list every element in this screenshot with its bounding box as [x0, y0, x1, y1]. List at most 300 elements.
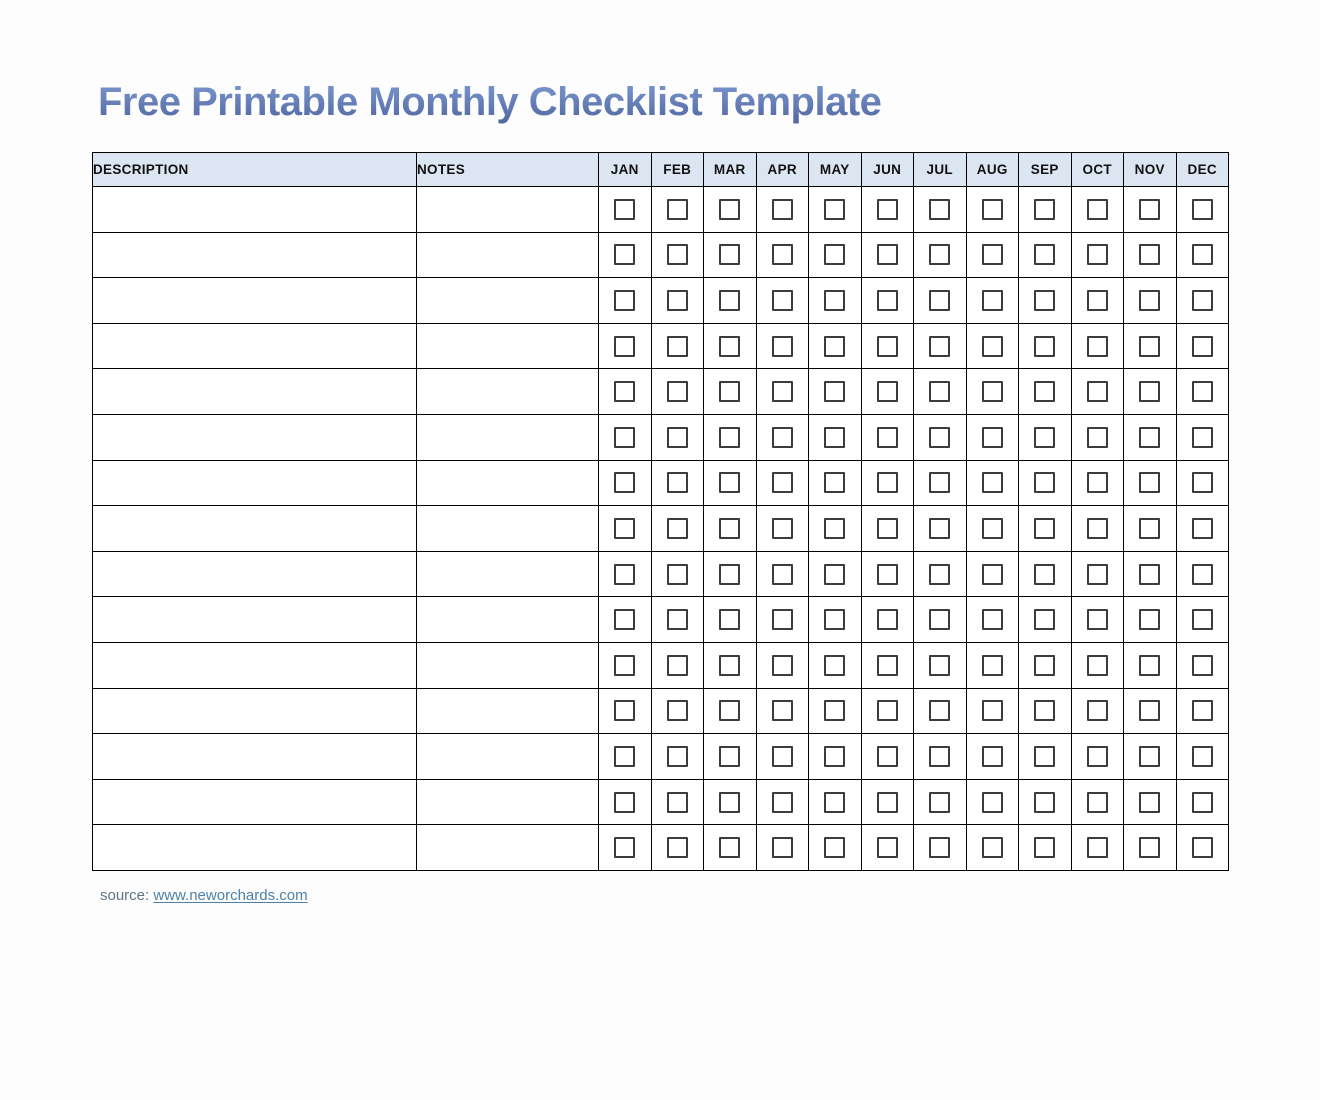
checkbox-jul-row3[interactable]: [929, 290, 950, 311]
notes-cell: [417, 187, 599, 233]
checkbox-jun-row14[interactable]: [877, 792, 898, 813]
checkbox-mar-row14[interactable]: [719, 792, 740, 813]
checkbox-feb-row1[interactable]: [667, 199, 688, 220]
month-checkbox-cell: [704, 187, 757, 233]
checkbox-dec-row7[interactable]: [1192, 472, 1213, 493]
checkbox-may-row12[interactable]: [824, 700, 845, 721]
checkbox-dec-row13[interactable]: [1192, 746, 1213, 767]
description-cell: [93, 779, 417, 825]
checkbox-jan-row1[interactable]: [614, 199, 635, 220]
checkbox-may-row14[interactable]: [824, 792, 845, 813]
checkbox-jul-row4[interactable]: [929, 336, 950, 357]
month-checkbox-cell: [914, 187, 967, 233]
checkbox-sep-row7[interactable]: [1034, 472, 1055, 493]
checkbox-apr-row2[interactable]: [772, 244, 793, 265]
checkbox-may-row1[interactable]: [824, 199, 845, 220]
checkbox-feb-row3[interactable]: [667, 290, 688, 311]
checkbox-nov-row7[interactable]: [1139, 472, 1160, 493]
checkbox-jun-row1[interactable]: [877, 199, 898, 220]
checkbox-jul-row11[interactable]: [929, 655, 950, 676]
checkbox-may-row3[interactable]: [824, 290, 845, 311]
description-cell: [93, 414, 417, 460]
month-checkbox-cell: [861, 734, 914, 780]
checkbox-sep-row1[interactable]: [1034, 199, 1055, 220]
column-header-description: DESCRIPTION: [93, 153, 417, 187]
month-checkbox-cell: [651, 506, 704, 552]
month-checkbox-cell: [1071, 551, 1124, 597]
checkbox-sep-row6[interactable]: [1034, 427, 1055, 448]
month-checkbox-cell: [914, 779, 967, 825]
checkbox-aug-row14[interactable]: [982, 792, 1003, 813]
checkbox-sep-row14[interactable]: [1034, 792, 1055, 813]
month-checkbox-cell: [599, 369, 652, 415]
checkbox-jan-row3[interactable]: [614, 290, 635, 311]
month-header-oct: OCT: [1071, 153, 1124, 187]
checkbox-jun-row2[interactable]: [877, 244, 898, 265]
checkbox-dec-row5[interactable]: [1192, 381, 1213, 402]
checkbox-jun-row15[interactable]: [877, 837, 898, 858]
month-checkbox-cell: [1124, 506, 1177, 552]
month-checkbox-cell: [809, 734, 862, 780]
checkbox-oct-row9[interactable]: [1087, 564, 1108, 585]
checkbox-dec-row12[interactable]: [1192, 700, 1213, 721]
month-checkbox-cell: [1124, 688, 1177, 734]
month-checkbox-cell: [1019, 187, 1072, 233]
checkbox-jan-row9[interactable]: [614, 564, 635, 585]
month-checkbox-cell: [1176, 551, 1229, 597]
checkbox-feb-row6[interactable]: [667, 427, 688, 448]
month-checkbox-cell: [756, 460, 809, 506]
checkbox-dec-row6[interactable]: [1192, 427, 1213, 448]
notes-cell: [417, 779, 599, 825]
table-row: [93, 232, 1229, 278]
checkbox-jul-row7[interactable]: [929, 472, 950, 493]
page-title: Free Printable Monthly Checklist Template: [98, 80, 882, 124]
month-checkbox-cell: [1176, 323, 1229, 369]
checkbox-feb-row13[interactable]: [667, 746, 688, 767]
month-checkbox-cell: [809, 414, 862, 460]
checkbox-nov-row15[interactable]: [1139, 837, 1160, 858]
checkbox-oct-row3[interactable]: [1087, 290, 1108, 311]
month-checkbox-cell: [1019, 506, 1072, 552]
checkbox-jul-row5[interactable]: [929, 381, 950, 402]
checklist-body: [93, 187, 1229, 871]
month-checkbox-cell: [914, 551, 967, 597]
checkbox-mar-row8[interactable]: [719, 518, 740, 539]
checkbox-jun-row4[interactable]: [877, 336, 898, 357]
month-checkbox-cell: [599, 688, 652, 734]
month-checkbox-cell: [809, 551, 862, 597]
month-checkbox-cell: [599, 414, 652, 460]
checkbox-mar-row9[interactable]: [719, 564, 740, 585]
checkbox-aug-row9[interactable]: [982, 564, 1003, 585]
checkbox-apr-row1[interactable]: [772, 199, 793, 220]
checkbox-dec-row1[interactable]: [1192, 199, 1213, 220]
checkbox-aug-row7[interactable]: [982, 472, 1003, 493]
checkbox-nov-row5[interactable]: [1139, 381, 1160, 402]
checkbox-sep-row5[interactable]: [1034, 381, 1055, 402]
checkbox-nov-row14[interactable]: [1139, 792, 1160, 813]
month-checkbox-cell: [599, 232, 652, 278]
checkbox-jul-row15[interactable]: [929, 837, 950, 858]
checkbox-apr-row14[interactable]: [772, 792, 793, 813]
month-checkbox-cell: [651, 232, 704, 278]
checkbox-mar-row7[interactable]: [719, 472, 740, 493]
checkbox-jun-row6[interactable]: [877, 427, 898, 448]
checkbox-jan-row5[interactable]: [614, 381, 635, 402]
checkbox-apr-row6[interactable]: [772, 427, 793, 448]
checkbox-may-row15[interactable]: [824, 837, 845, 858]
notes-cell: [417, 734, 599, 780]
checkbox-sep-row11[interactable]: [1034, 655, 1055, 676]
checkbox-sep-row8[interactable]: [1034, 518, 1055, 539]
month-checkbox-cell: [1019, 460, 1072, 506]
notes-cell: [417, 506, 599, 552]
checkbox-sep-row12[interactable]: [1034, 700, 1055, 721]
month-checkbox-cell: [966, 506, 1019, 552]
month-checkbox-cell: [1176, 734, 1229, 780]
month-header-nov: NOV: [1124, 153, 1177, 187]
month-header-sep: SEP: [1019, 153, 1072, 187]
checkbox-jan-row4[interactable]: [614, 336, 635, 357]
checkbox-jun-row12[interactable]: [877, 700, 898, 721]
checkbox-dec-row14[interactable]: [1192, 792, 1213, 813]
month-checkbox-cell: [861, 460, 914, 506]
checkbox-jun-row8[interactable]: [877, 518, 898, 539]
description-cell: [93, 278, 417, 324]
checkbox-apr-row7[interactable]: [772, 472, 793, 493]
checkbox-apr-row15[interactable]: [772, 837, 793, 858]
month-checkbox-cell: [704, 232, 757, 278]
month-checkbox-cell: [914, 278, 967, 324]
checkbox-apr-row4[interactable]: [772, 336, 793, 357]
checkbox-jun-row10[interactable]: [877, 609, 898, 630]
checkbox-mar-row5[interactable]: [719, 381, 740, 402]
checkbox-nov-row3[interactable]: [1139, 290, 1160, 311]
checkbox-may-row2[interactable]: [824, 244, 845, 265]
month-checkbox-cell: [809, 688, 862, 734]
checkbox-apr-row3[interactable]: [772, 290, 793, 311]
checkbox-nov-row2[interactable]: [1139, 244, 1160, 265]
month-checkbox-cell: [756, 642, 809, 688]
checkbox-jun-row3[interactable]: [877, 290, 898, 311]
checkbox-jul-row2[interactable]: [929, 244, 950, 265]
checkbox-feb-row14[interactable]: [667, 792, 688, 813]
checkbox-apr-row12[interactable]: [772, 700, 793, 721]
checkbox-jan-row14[interactable]: [614, 792, 635, 813]
checkbox-may-row4[interactable]: [824, 336, 845, 357]
checkbox-sep-row13[interactable]: [1034, 746, 1055, 767]
month-checkbox-cell: [599, 278, 652, 324]
month-checkbox-cell: [651, 779, 704, 825]
checkbox-oct-row10[interactable]: [1087, 609, 1108, 630]
checkbox-jan-row7[interactable]: [614, 472, 635, 493]
month-checkbox-cell: [1176, 688, 1229, 734]
month-checkbox-cell: [1019, 278, 1072, 324]
checkbox-nov-row13[interactable]: [1139, 746, 1160, 767]
description-cell: [93, 688, 417, 734]
checkbox-mar-row1[interactable]: [719, 199, 740, 220]
checkbox-jan-row8[interactable]: [614, 518, 635, 539]
month-checkbox-cell: [966, 825, 1019, 871]
checkbox-jan-row12[interactable]: [614, 700, 635, 721]
checkbox-jul-row14[interactable]: [929, 792, 950, 813]
month-checkbox-cell: [756, 323, 809, 369]
month-checkbox-cell: [914, 825, 967, 871]
checkbox-apr-row10[interactable]: [772, 609, 793, 630]
checkbox-jul-row9[interactable]: [929, 564, 950, 585]
checkbox-jun-row11[interactable]: [877, 655, 898, 676]
checkbox-jul-row6[interactable]: [929, 427, 950, 448]
month-checkbox-cell: [809, 323, 862, 369]
checkbox-apr-row13[interactable]: [772, 746, 793, 767]
source-label: source:: [100, 886, 150, 904]
checkbox-dec-row3[interactable]: [1192, 290, 1213, 311]
month-checkbox-cell: [1176, 414, 1229, 460]
checkbox-aug-row13[interactable]: [982, 746, 1003, 767]
checkbox-nov-row12[interactable]: [1139, 700, 1160, 721]
month-checkbox-cell: [1176, 825, 1229, 871]
checkbox-jul-row13[interactable]: [929, 746, 950, 767]
checkbox-jun-row13[interactable]: [877, 746, 898, 767]
checkbox-nov-row1[interactable]: [1139, 199, 1160, 220]
month-checkbox-cell: [966, 369, 1019, 415]
checkbox-mar-row6[interactable]: [719, 427, 740, 448]
checkbox-mar-row10[interactable]: [719, 609, 740, 630]
checkbox-jan-row13[interactable]: [614, 746, 635, 767]
checkbox-mar-row15[interactable]: [719, 837, 740, 858]
checkbox-may-row6[interactable]: [824, 427, 845, 448]
month-checkbox-cell: [1176, 232, 1229, 278]
checkbox-jul-row8[interactable]: [929, 518, 950, 539]
month-checkbox-cell: [809, 779, 862, 825]
checkbox-sep-row4[interactable]: [1034, 336, 1055, 357]
checkbox-sep-row10[interactable]: [1034, 609, 1055, 630]
checkbox-sep-row2[interactable]: [1034, 244, 1055, 265]
checkbox-jul-row10[interactable]: [929, 609, 950, 630]
notes-cell: [417, 825, 599, 871]
checkbox-may-row7[interactable]: [824, 472, 845, 493]
checkbox-aug-row12[interactable]: [982, 700, 1003, 721]
month-checkbox-cell: [756, 597, 809, 643]
checkbox-feb-row8[interactable]: [667, 518, 688, 539]
month-checkbox-cell: [756, 232, 809, 278]
checkbox-apr-row8[interactable]: [772, 518, 793, 539]
table-row: [93, 414, 1229, 460]
checkbox-feb-row11[interactable]: [667, 655, 688, 676]
checkbox-feb-row7[interactable]: [667, 472, 688, 493]
month-checkbox-cell: [1176, 278, 1229, 324]
month-header-feb: FEB: [651, 153, 704, 187]
checkbox-jan-row11[interactable]: [614, 655, 635, 676]
checkbox-jan-row2[interactable]: [614, 244, 635, 265]
checkbox-oct-row8[interactable]: [1087, 518, 1108, 539]
month-checkbox-cell: [704, 369, 757, 415]
month-checkbox-cell: [1124, 278, 1177, 324]
notes-cell: [417, 323, 599, 369]
checkbox-oct-row15[interactable]: [1087, 837, 1108, 858]
month-checkbox-cell: [861, 414, 914, 460]
month-checkbox-cell: [756, 688, 809, 734]
checkbox-aug-row5[interactable]: [982, 381, 1003, 402]
checkbox-aug-row2[interactable]: [982, 244, 1003, 265]
checkbox-aug-row3[interactable]: [982, 290, 1003, 311]
month-checkbox-cell: [756, 734, 809, 780]
checkbox-oct-row2[interactable]: [1087, 244, 1108, 265]
checkbox-feb-row9[interactable]: [667, 564, 688, 585]
month-checkbox-cell: [809, 597, 862, 643]
checkbox-jul-row1[interactable]: [929, 199, 950, 220]
checkbox-may-row5[interactable]: [824, 381, 845, 402]
checkbox-jan-row6[interactable]: [614, 427, 635, 448]
month-checkbox-cell: [966, 278, 1019, 324]
month-checkbox-cell: [1071, 688, 1124, 734]
month-checkbox-cell: [809, 232, 862, 278]
checkbox-jan-row15[interactable]: [614, 837, 635, 858]
month-checkbox-cell: [914, 597, 967, 643]
description-cell: [93, 460, 417, 506]
month-checkbox-cell: [861, 642, 914, 688]
notes-cell: [417, 414, 599, 460]
checkbox-may-row8[interactable]: [824, 518, 845, 539]
checkbox-jun-row7[interactable]: [877, 472, 898, 493]
month-checkbox-cell: [599, 551, 652, 597]
checkbox-oct-row1[interactable]: [1087, 199, 1108, 220]
checkbox-feb-row10[interactable]: [667, 609, 688, 630]
page-content: [92, 80, 1228, 904]
month-checkbox-cell: [1019, 414, 1072, 460]
checkbox-sep-row9[interactable]: [1034, 564, 1055, 585]
checkbox-oct-row13[interactable]: [1087, 746, 1108, 767]
month-checkbox-cell: [966, 779, 1019, 825]
month-checkbox-cell: [809, 278, 862, 324]
month-checkbox-cell: [914, 323, 967, 369]
month-checkbox-cell: [1124, 825, 1177, 871]
checkbox-jul-row12[interactable]: [929, 700, 950, 721]
checkbox-oct-row4[interactable]: [1087, 336, 1108, 357]
month-checkbox-cell: [1124, 323, 1177, 369]
checkbox-aug-row15[interactable]: [982, 837, 1003, 858]
table-row: [93, 506, 1229, 552]
checkbox-may-row10[interactable]: [824, 609, 845, 630]
month-checkbox-cell: [1071, 232, 1124, 278]
checkbox-mar-row3[interactable]: [719, 290, 740, 311]
checkbox-nov-row9[interactable]: [1139, 564, 1160, 585]
checkbox-dec-row15[interactable]: [1192, 837, 1213, 858]
month-checkbox-cell: [704, 688, 757, 734]
month-checkbox-cell: [966, 551, 1019, 597]
checkbox-aug-row6[interactable]: [982, 427, 1003, 448]
month-checkbox-cell: [756, 369, 809, 415]
checkbox-oct-row6[interactable]: [1087, 427, 1108, 448]
checkbox-jun-row9[interactable]: [877, 564, 898, 585]
description-cell: [93, 232, 417, 278]
checkbox-mar-row13[interactable]: [719, 746, 740, 767]
checkbox-mar-row11[interactable]: [719, 655, 740, 676]
checkbox-oct-row14[interactable]: [1087, 792, 1108, 813]
checkbox-dec-row11[interactable]: [1192, 655, 1213, 676]
checkbox-aug-row1[interactable]: [982, 199, 1003, 220]
checkbox-dec-row8[interactable]: [1192, 518, 1213, 539]
checkbox-dec-row2[interactable]: [1192, 244, 1213, 265]
month-checkbox-cell: [651, 825, 704, 871]
checkbox-apr-row11[interactable]: [772, 655, 793, 676]
checkbox-mar-row4[interactable]: [719, 336, 740, 357]
checkbox-aug-row4[interactable]: [982, 336, 1003, 357]
month-checkbox-cell: [861, 779, 914, 825]
checkbox-feb-row4[interactable]: [667, 336, 688, 357]
checkbox-feb-row5[interactable]: [667, 381, 688, 402]
month-checkbox-cell: [704, 278, 757, 324]
checkbox-dec-row4[interactable]: [1192, 336, 1213, 357]
month-checkbox-cell: [1071, 278, 1124, 324]
month-checkbox-cell: [1176, 369, 1229, 415]
month-checkbox-cell: [966, 460, 1019, 506]
checkbox-oct-row7[interactable]: [1087, 472, 1108, 493]
checkbox-sep-row3[interactable]: [1034, 290, 1055, 311]
checkbox-may-row9[interactable]: [824, 564, 845, 585]
month-checkbox-cell: [704, 323, 757, 369]
checkbox-apr-row9[interactable]: [772, 564, 793, 585]
checkbox-jan-row10[interactable]: [614, 609, 635, 630]
checkbox-oct-row5[interactable]: [1087, 381, 1108, 402]
month-checkbox-cell: [1124, 551, 1177, 597]
checkbox-aug-row10[interactable]: [982, 609, 1003, 630]
checkbox-may-row13[interactable]: [824, 746, 845, 767]
checkbox-mar-row2[interactable]: [719, 244, 740, 265]
month-checkbox-cell: [914, 369, 967, 415]
month-checkbox-cell: [651, 278, 704, 324]
checkbox-jun-row5[interactable]: [877, 381, 898, 402]
checkbox-may-row11[interactable]: [824, 655, 845, 676]
checkbox-nov-row8[interactable]: [1139, 518, 1160, 539]
description-cell: [93, 369, 417, 415]
checkbox-feb-row15[interactable]: [667, 837, 688, 858]
table-row: [93, 551, 1229, 597]
month-checkbox-cell: [599, 460, 652, 506]
month-checkbox-cell: [1071, 323, 1124, 369]
month-checkbox-cell: [651, 642, 704, 688]
checkbox-dec-row10[interactable]: [1192, 609, 1213, 630]
month-checkbox-cell: [704, 642, 757, 688]
notes-cell: [417, 597, 599, 643]
description-cell: [93, 323, 417, 369]
checkbox-nov-row4[interactable]: [1139, 336, 1160, 357]
checkbox-feb-row12[interactable]: [667, 700, 688, 721]
month-checkbox-cell: [704, 551, 757, 597]
month-checkbox-cell: [966, 323, 1019, 369]
checkbox-sep-row15[interactable]: [1034, 837, 1055, 858]
month-checkbox-cell: [1019, 779, 1072, 825]
checkbox-aug-row8[interactable]: [982, 518, 1003, 539]
checkbox-nov-row10[interactable]: [1139, 609, 1160, 630]
checkbox-oct-row11[interactable]: [1087, 655, 1108, 676]
month-checkbox-cell: [809, 460, 862, 506]
month-checkbox-cell: [1071, 734, 1124, 780]
checkbox-nov-row11[interactable]: [1139, 655, 1160, 676]
month-checkbox-cell: [966, 688, 1019, 734]
checkbox-feb-row2[interactable]: [667, 244, 688, 265]
checkbox-apr-row5[interactable]: [772, 381, 793, 402]
month-checkbox-cell: [914, 506, 967, 552]
checkbox-oct-row12[interactable]: [1087, 700, 1108, 721]
checkbox-nov-row6[interactable]: [1139, 427, 1160, 448]
source-link[interactable]: www.neworchards.com: [153, 886, 308, 904]
description-cell: [93, 506, 417, 552]
checkbox-aug-row11[interactable]: [982, 655, 1003, 676]
checkbox-dec-row9[interactable]: [1192, 564, 1213, 585]
checkbox-mar-row12[interactable]: [719, 700, 740, 721]
